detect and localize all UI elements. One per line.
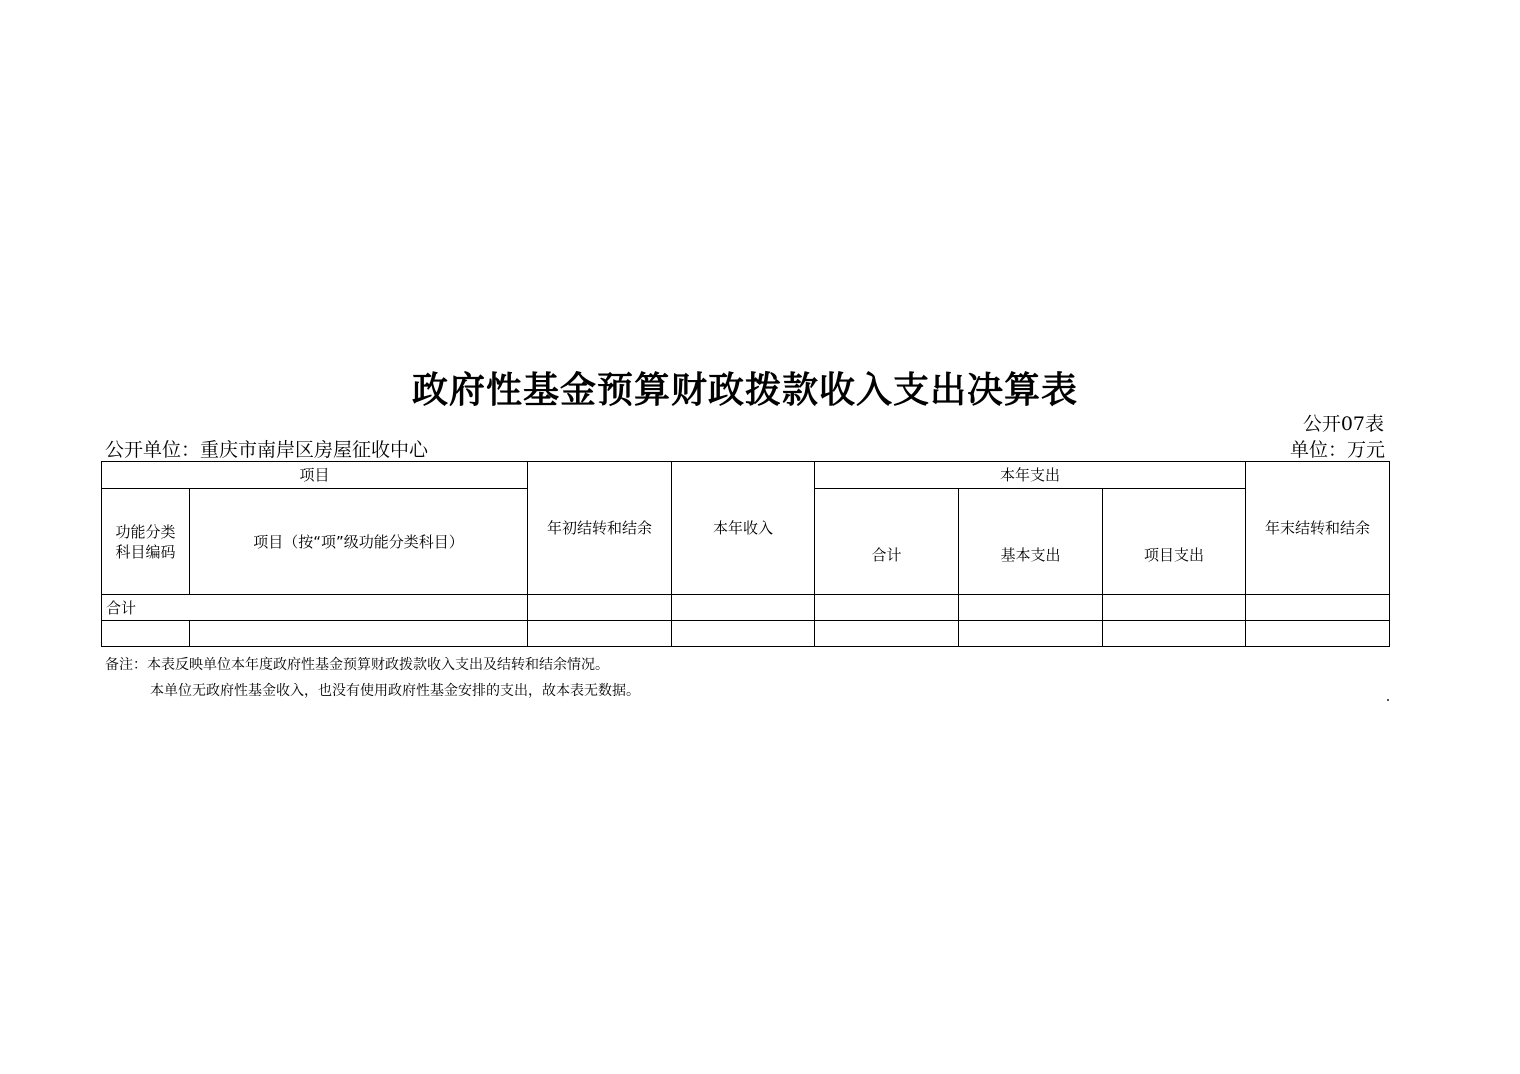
total-expense-project [1103, 595, 1246, 621]
header-item-detail: 项目（按“项”级功能分类科目） [190, 489, 528, 595]
note-line-1: 备注：本表反映单位本年度政府性基金预算财政拨款收入支出及结转和结余情况。 [105, 657, 609, 673]
total-end-balance [1246, 595, 1390, 621]
header-item: 项目 [102, 462, 528, 489]
header-func-code: 功能分类科目编码 [102, 489, 190, 595]
notes [105, 652, 640, 704]
page-title: 政府性基金预算财政拨款收入支出决算表 [411, 370, 1078, 411]
note-line-2: 本单位无政府性基金收入，也没有使用政府性基金安排的支出，故本表无数据。 [150, 683, 640, 699]
reporting-unit: 公开单位：重庆市南岸区房屋征收中心 [105, 439, 429, 461]
header-begin-balance: 年初结转和结余 [528, 462, 672, 595]
header-row-1 [102, 462, 1390, 489]
row-item [190, 621, 528, 647]
row-begin-balance [528, 621, 672, 647]
data-row [102, 621, 1390, 647]
total-expense-total [815, 595, 959, 621]
row-expense-project [1103, 621, 1246, 647]
header-expense: 本年支出 [815, 462, 1246, 489]
header-expense-total: 合计 [815, 489, 959, 595]
total-expense-basic [959, 595, 1103, 621]
unit-info-line [105, 435, 1385, 461]
row-expense-basic [959, 621, 1103, 647]
row-expense-total [815, 621, 959, 647]
total-income [672, 595, 815, 621]
total-label: 合计 [102, 595, 528, 621]
header-end-balance: 年末结转和结余 [1246, 462, 1390, 595]
total-begin-balance [528, 595, 672, 621]
stray-mark [1387, 699, 1389, 701]
header-expense-project: 项目支出 [1103, 489, 1246, 595]
currency-unit: 单位：万元 [1289, 439, 1385, 461]
budget-table [101, 461, 1390, 647]
header-expense-basic: 基本支出 [959, 489, 1103, 595]
total-row [102, 595, 1390, 621]
row-func-code [102, 621, 190, 647]
row-income [672, 621, 815, 647]
form-number: 公开07表 [1302, 413, 1384, 435]
row-end-balance [1246, 621, 1390, 647]
header-income: 本年收入 [672, 462, 815, 595]
